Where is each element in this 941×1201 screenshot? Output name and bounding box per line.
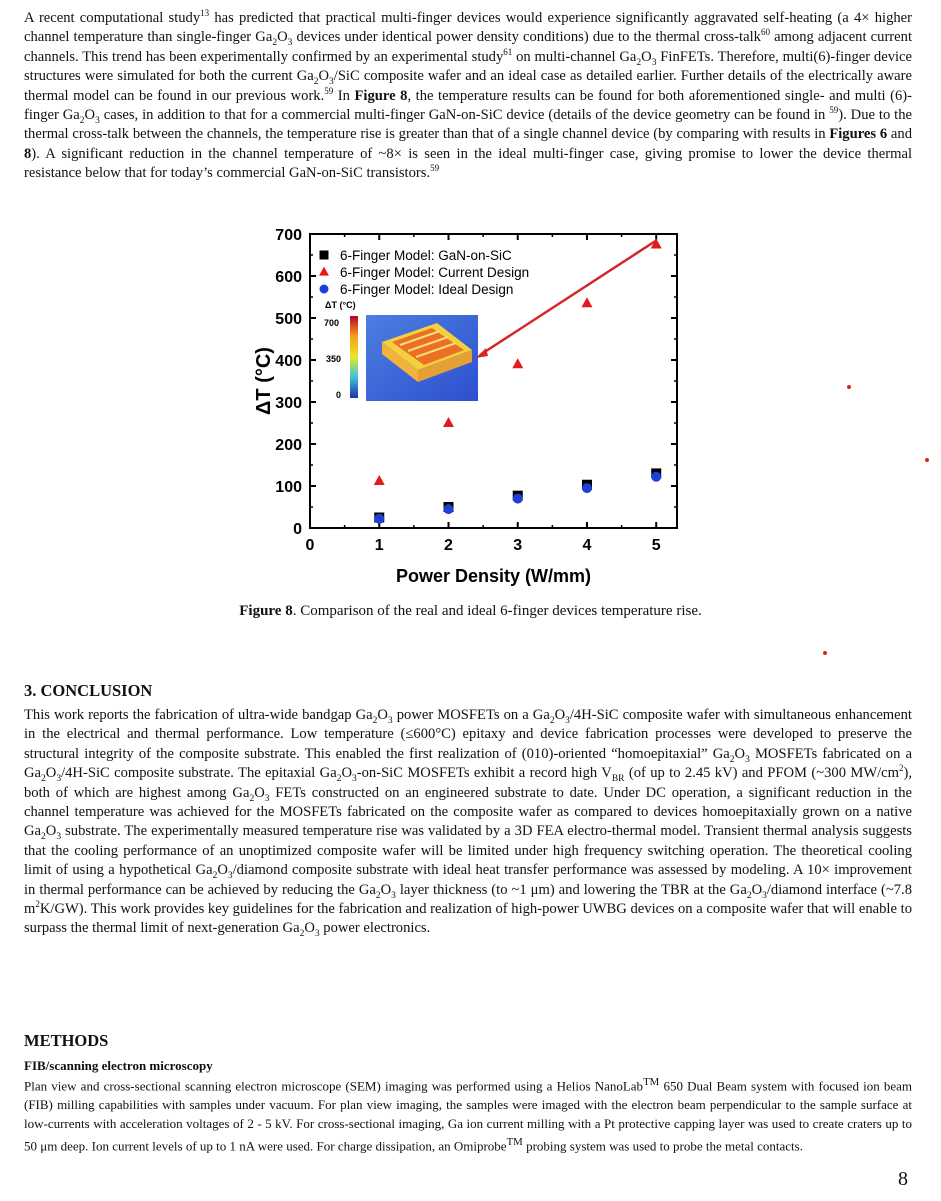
chart-inset	[324, 300, 478, 401]
data-point-circle	[443, 504, 453, 514]
x-tick-label: 4	[582, 537, 592, 554]
data-point-circle	[582, 483, 592, 493]
conclusion-paragraph: This work reports the fabrication of ultra-wide bandgap $Ga_2O_3$ power MOSFETs on a $Ga_2O_3/4H$-SiC composite wafer with simultaneous enhancement in the electrical and thermal performance. Low temperature (≤600°C) epitaxy and device fabrication processes were developed to preserve the structural integrity of the composite substrate. This enabled the first realization of (010)-oriented “homoepitaxial” $Ga_2O_3$ MOSFETs fabricated on a $Ga_2O_3/4H$-SiC composite substrate. The epitaxial $Ga_2O_3-on$-SiC MOSFETs exhibit a record high $V_{BR}$ (of up to 2.45 kV) and PFOM (~300 $MW/cm^2$), both of which are highest among $Ga_2O_3$ FETs constructed on an engineered substrate to date. Under DC operation, a significant reduction in the channel temperature was achieved for the MOSFETs fabricated on the composite wafer as compared to devices homoepitaxially grown on a native $Ga_2O_3$ substrate. The experimentally measured temperature rise was validated by a 3D FEA electro-thermal model. Transient thermal analysis suggests that the cooling performance of an unoptimized composite wafer will be limited under high frequency switching operation. The theoretical cooling limit of using a hypothetical $Ga_2O_3$/diamond composite substrate with ideal heat transfer performance was assessed by modeling. A 10× improvement in thermal performance can be achieved by reducing the $Ga_2O_3$ layer thickness (to ~1 μm) and lowering the TBR at the $Ga_2O_3$/diamond interface (~7.8 $m^2K/GW$). This work provides key guidelines for the fabrication and realization of high-power UWBG devices on a composite wafer that will enable to surpass the thermal limit of next-generation $Ga_2O_3$ power electronics.	[24, 707, 912, 940]
chart-legend	[319, 248, 529, 297]
y-tick-label: 400	[275, 353, 302, 370]
colorbar-tick-0: 0	[336, 390, 342, 400]
data-point-circle	[513, 494, 523, 504]
methods-subheading: FIB/scanning electron microscopy	[24, 1058, 213, 1073]
conclusion-heading: 3. CONCLUSION	[24, 681, 153, 700]
y-tick-label: 0	[293, 521, 302, 538]
colorbar-tick-700: 700	[324, 318, 340, 328]
page-number: 8	[898, 1168, 908, 1190]
x-tick-label: 3	[513, 537, 523, 554]
x-tick-label: 0	[305, 537, 315, 554]
y-tick-label: 300	[275, 395, 302, 412]
y-tick-label: 100	[275, 479, 302, 496]
x-tick-label: 1	[374, 537, 384, 554]
chart-axes	[253, 227, 677, 586]
y-tick-label: 500	[275, 311, 302, 328]
artifact-dot	[925, 458, 929, 462]
colorbar-title: ΔT (°C)	[325, 300, 356, 310]
x-tick-label: 2	[444, 537, 453, 554]
body-paragraph-1: A recent computational study$^{13}$ has predicted that practical multi-finger devices would experience significantly aggravated self-heating (a 4× higher channel temperature than single-finger $Ga_2O_3$ devices under identical power density conditions) due to the thermal cross-talk$^{60}$ among adjacent current channels. This trend has been experimentally confirmed by an experimental study$^{61}$ on multi-channel $Ga_2O_3$ FinFETs. Therefore, multi(6)-finger device structures were simulated for both the current $Ga_2O_3$/SiC composite wafer and an ideal case as detailed earlier. Further details of the electrically aware thermal model can be found in our previous work.$^{59}$ In Figure 8, the temperature results can be found for both aforementioned single- and multi (6)-finger $Ga_2O_3$ cases, in addition to that for a commercial multi-finger GaN-on-SiC device (details of the device geometry can be found in $^{59}$). Due to the thermal cross-talk between the channels, the temperature rise is greater than that of a single channel device (by comparing with results in Figures 6 and 8). A significant reduction in the channel temperature of ~8× is seen in the ideal multi-finger case, giving promise to lower the device thermal resistance below that for today’s commercial GaN-on-SiC transistors.$^{59}$	[24, 8, 913, 182]
legend-entry: 6-Finger Model: Current Design	[340, 265, 530, 280]
data-point-circle	[320, 285, 329, 294]
data-point-triangle	[319, 267, 329, 276]
figure-caption: Figure 8. Comparison of the real and ideal 6-finger devices temperature rise.	[239, 603, 702, 619]
colorbar-tick-350: 350	[326, 354, 342, 364]
data-point-square	[320, 251, 329, 260]
artifact-dot	[847, 385, 851, 389]
methods-paragraph: Plan view and cross-sectional scanning electron microscope (SEM) imaging was performed using a Helios NanoLab™ 650 Dual Beam system with focused ion beam (FIB) milling capabilities with samples under vacuum. For plan view imaging, the samples were imaged with the electron beam perpendicular to the sample surface at low-currents with acceleration voltages of 2 - 5 kV. For cross-sectional imaging, Ga ion current milling with a Pt protective capping layer was used to create craters up to 50 μm deep. Ion current levels of up to 1 nA were used. For charge dissipation, an Omiprobe™ probing system was used to probe the metal contacts.	[24, 1076, 912, 1154]
legend-entry: 6-Finger Model: GaN-on-SiC	[340, 248, 512, 263]
y-axis-label: ΔT (°C)	[253, 347, 275, 415]
colorbar	[350, 316, 358, 398]
y-tick-label: 200	[275, 437, 302, 454]
legend-entry: 6-Finger Model: Ideal Design	[340, 282, 514, 297]
data-point-circle	[374, 514, 384, 524]
x-axis-label: Power Density (W/mm)	[395, 566, 592, 586]
data-point-triangle	[512, 358, 523, 368]
methods-heading: METHODS	[24, 1031, 109, 1050]
artifact-dot	[823, 651, 827, 655]
y-tick-label: 700	[275, 227, 302, 244]
x-tick-label: 5	[651, 537, 661, 554]
data-point-triangle	[581, 297, 592, 307]
y-tick-label: 600	[275, 269, 302, 286]
data-point-triangle	[443, 417, 454, 427]
figure-8-chart	[232, 220, 702, 595]
data-point-circle	[651, 472, 661, 482]
data-point-triangle	[374, 475, 385, 485]
